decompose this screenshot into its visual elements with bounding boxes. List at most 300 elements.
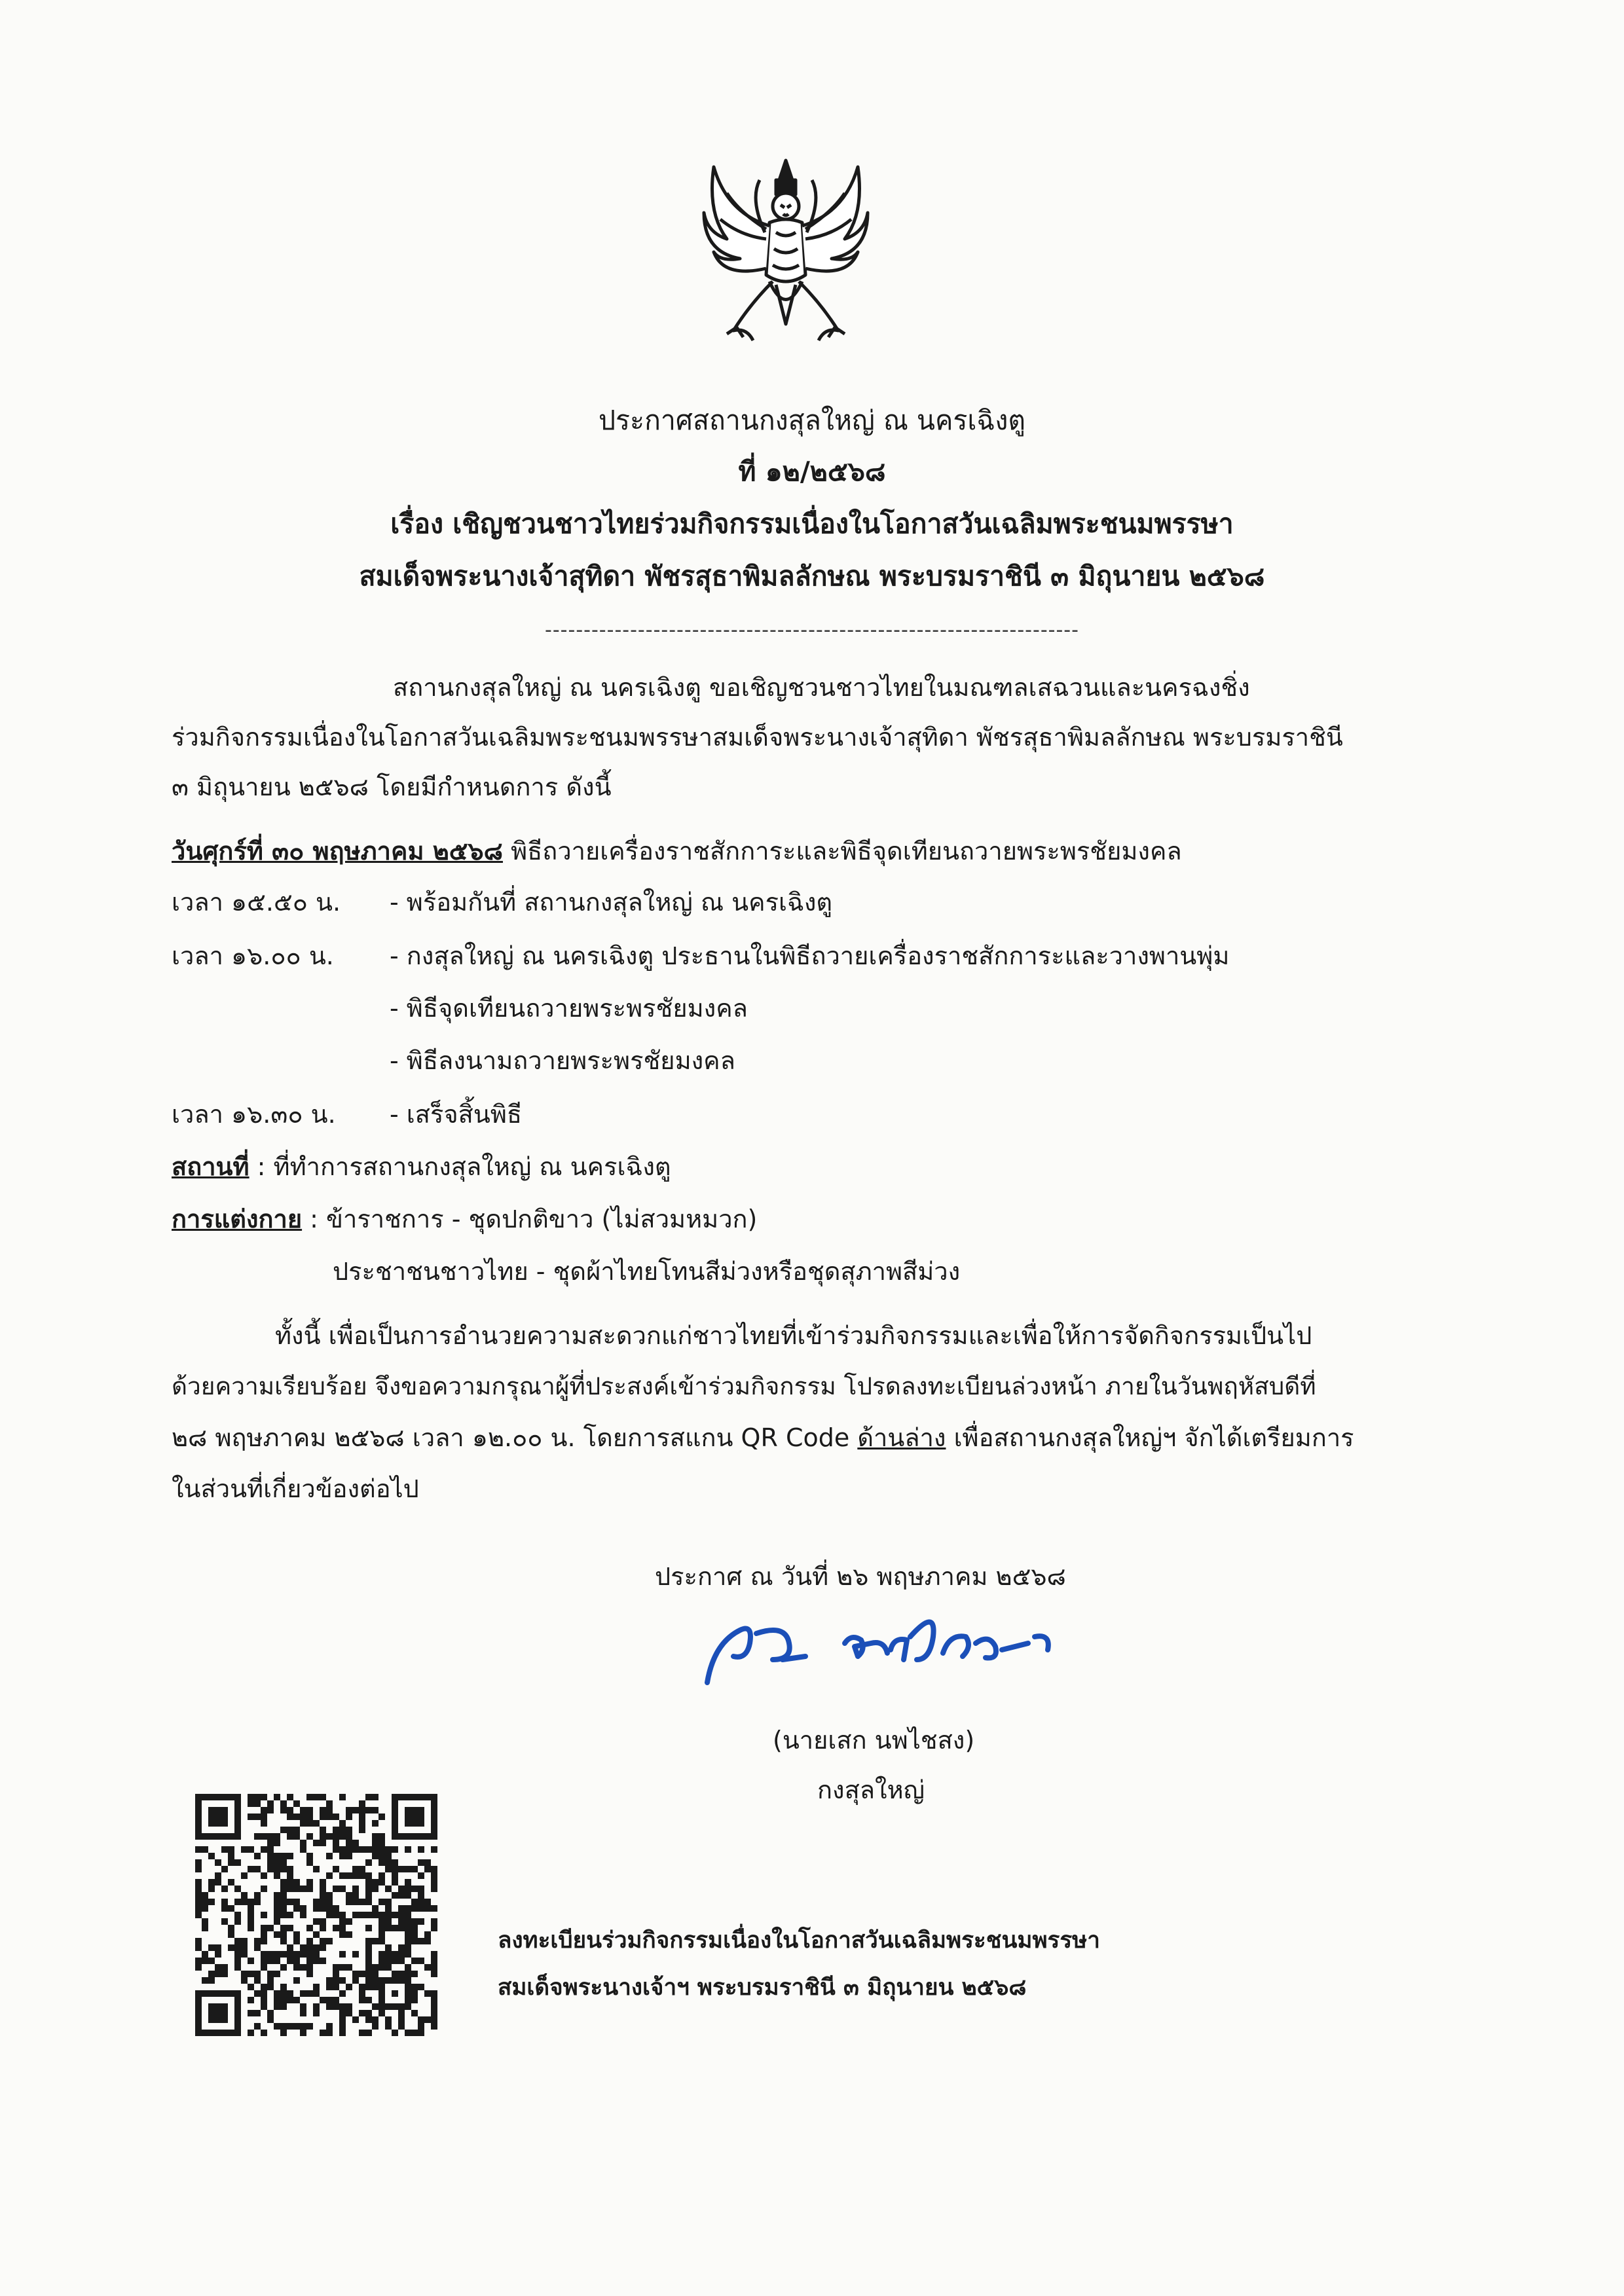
qr-module — [234, 1944, 241, 1951]
qr-module — [398, 1905, 405, 1912]
qr-module — [339, 1794, 346, 1800]
qr-module — [392, 1800, 398, 1807]
qr-module — [365, 1971, 372, 1977]
qr-module — [418, 1846, 424, 1853]
qr-module — [234, 1997, 241, 2003]
qr-module — [261, 1997, 267, 2003]
qr-module — [234, 1899, 241, 1905]
qr-module — [411, 1984, 418, 1990]
qr-module — [300, 2023, 306, 2030]
qr-module — [261, 1912, 267, 1918]
qr-module — [313, 2010, 320, 2016]
qr-module — [261, 1846, 267, 1853]
qr-module — [431, 1866, 437, 1872]
qr-module — [431, 1794, 437, 1800]
qr-module — [234, 2023, 241, 2030]
qr-module — [372, 1879, 378, 1886]
qr-module — [313, 1984, 320, 1990]
qr-module — [274, 1997, 280, 2003]
qr-module — [326, 2003, 333, 2010]
qr-module — [372, 1853, 378, 1859]
intro-line-1: สถานกงสุลใหญ่ ณ นครเฉิงตู ขอเชิญชวนชาวไทยในมณฑลเสฉวนและนครฉงชิ่ง — [393, 673, 1250, 702]
qr-module — [431, 1971, 437, 1977]
qr-module — [405, 1846, 411, 1853]
qr-module — [254, 2010, 261, 2016]
qr-module — [385, 1859, 392, 1866]
qr-module — [261, 1813, 267, 1820]
qr-module — [234, 1964, 241, 1971]
qr-module — [398, 1892, 405, 1899]
qr-module — [300, 1807, 306, 1813]
qr-module — [378, 1859, 385, 1866]
qr-module — [392, 1807, 398, 1813]
qr-module — [195, 1833, 202, 1840]
qr-module — [405, 1925, 411, 1931]
qr-module — [306, 1938, 313, 1944]
qr-module — [372, 1971, 378, 1977]
qr-module — [339, 1977, 346, 1984]
qr-module — [274, 1840, 280, 1846]
qr-module — [339, 2016, 346, 2023]
qr-module — [418, 1820, 424, 1827]
qr-module — [228, 1990, 234, 1997]
qr-module — [274, 1866, 280, 1872]
qr-module — [378, 2003, 385, 2010]
qr-module — [274, 1951, 280, 1958]
qr-module — [274, 1794, 280, 1800]
qr-module — [215, 1872, 221, 1879]
qr-module — [326, 1977, 333, 1984]
qr-module — [320, 1840, 326, 1846]
qr-module — [372, 1977, 378, 1984]
schedule-time-2: เวลา ๑๖.๐๐ น. — [172, 941, 334, 970]
qr-module — [431, 1820, 437, 1827]
qr-module — [411, 2010, 418, 2016]
qr-module — [365, 1997, 372, 2003]
qr-module — [254, 1892, 261, 1899]
qr-module — [202, 1794, 208, 1800]
qr-module — [254, 2023, 261, 2030]
qr-module — [306, 1964, 313, 1971]
schedule-date-row — [172, 833, 1182, 869]
qr-module — [261, 1931, 267, 1938]
qr-module — [392, 1794, 398, 1800]
qr-module — [208, 1807, 215, 1813]
qr-module — [293, 1899, 300, 1905]
qr-module — [221, 1833, 228, 1840]
qr-module — [228, 1931, 234, 1938]
qr-module — [313, 1840, 320, 1846]
qr-module — [274, 1971, 280, 1977]
qr-module — [320, 1925, 326, 1931]
qr-module — [215, 2016, 221, 2023]
qr-module — [392, 1892, 398, 1899]
qr-module — [418, 1859, 424, 1866]
qr-module — [346, 1964, 352, 1971]
qr-module — [352, 1846, 359, 1853]
qr-module — [320, 1833, 326, 1840]
qr-module — [215, 1990, 221, 1997]
qr-module — [378, 1931, 385, 1938]
qr-module — [261, 1958, 267, 1964]
qr-module — [320, 1886, 326, 1892]
qr-module — [339, 2030, 346, 2036]
qr-module — [405, 1892, 411, 1899]
qr-module — [267, 1925, 274, 1931]
qr-module — [385, 1951, 392, 1958]
qr-module — [202, 1892, 208, 1899]
qr-module — [306, 1958, 313, 1964]
qr-module — [248, 1984, 254, 1990]
qr-module — [215, 1951, 221, 1958]
closing-line-3-b: เพื่อสถานกงสุลใหญ่ฯ จักได้เตรียมการ — [946, 1423, 1354, 1452]
qr-module — [254, 1800, 261, 1807]
qr-module — [228, 1879, 234, 1886]
qr-module — [215, 1971, 221, 1977]
qr-module — [287, 1872, 293, 1879]
qr-module — [398, 1944, 405, 1951]
qr-module — [293, 1827, 300, 1833]
qr-module — [280, 1938, 287, 1944]
qr-module — [228, 1794, 234, 1800]
qr-module — [234, 1990, 241, 1997]
qr-module — [261, 1794, 267, 1800]
qr-module — [287, 1899, 293, 1905]
qr-module — [431, 1827, 437, 1833]
schedule-text-2: - กงสุลใหญ่ ณ นครเฉิงตู ประธานในพิธีถวายเครื่องราชสักการะและวางพานพุ่ม — [390, 941, 1230, 970]
qr-module — [359, 1971, 365, 1977]
qr-module — [365, 1984, 372, 1990]
qr-module — [234, 2030, 241, 2036]
qr-module — [378, 1813, 385, 1820]
signatory-name: (นายเสก นพไชสง) — [773, 1726, 975, 1755]
qr-module — [431, 2023, 437, 2030]
qr-module — [293, 1833, 300, 1840]
qr-module — [405, 1938, 411, 1944]
dress-label: การแต่งกาย — [172, 1205, 303, 1233]
qr-module — [365, 1872, 372, 1879]
qr-module — [365, 1951, 372, 1958]
qr-module — [352, 1971, 359, 1977]
qr-module — [293, 1886, 300, 1892]
qr-module — [352, 2016, 359, 2023]
qr-module — [274, 1990, 280, 1997]
qr-module — [424, 1794, 431, 1800]
qr-module — [339, 2003, 346, 2010]
qr-module — [208, 2016, 215, 2023]
qr-module — [392, 1859, 398, 1866]
qr-module — [431, 1964, 437, 1971]
qr-module — [234, 1859, 241, 1866]
qr-module — [293, 1938, 300, 1944]
qr-module — [378, 2010, 385, 2016]
qr-module — [313, 1820, 320, 1827]
qr-module — [280, 1899, 287, 1905]
qr-module — [418, 2023, 424, 2030]
announcement-title: ประกาศสถานกงสุลใหญ่ ณ นครเฉิงตู — [599, 405, 1025, 436]
qr-module — [346, 1827, 352, 1833]
qr-module — [385, 1964, 392, 1971]
qr-module — [320, 1958, 326, 1964]
qr-module — [333, 2003, 339, 2010]
qr-module — [398, 1886, 405, 1892]
qr-module — [326, 2023, 333, 2030]
qr-module — [333, 1971, 339, 1977]
qr-module — [195, 1794, 202, 1800]
qr-module — [359, 1820, 365, 1827]
qr-module — [339, 1931, 346, 1938]
qr-module — [195, 1899, 202, 1905]
qr-module — [365, 1892, 372, 1899]
qr-module — [378, 1912, 385, 1918]
qr-module — [293, 1931, 300, 1938]
qr-module — [215, 1813, 221, 1820]
qr-module — [405, 1984, 411, 1990]
qr-module — [411, 1905, 418, 1912]
qr-module — [418, 1958, 424, 1964]
qr-module — [424, 1859, 431, 1866]
qr-module — [333, 1984, 339, 1990]
intro-line-2: ร่วมกิจกรรมเนื่องในโอกาสวันเฉลิมพระชนมพรรษาสมเด็จพระนางเจ้าสุทิดา พัชรสุธาพิมลลักษณ พระบรมราชินี — [172, 723, 1343, 752]
qr-module — [385, 1853, 392, 1859]
qr-module — [248, 1905, 254, 1912]
qr-module — [372, 1846, 378, 1853]
qr-module — [326, 1899, 333, 1905]
qr-module — [365, 2016, 372, 2023]
qr-module — [405, 1820, 411, 1827]
qr-module — [261, 1807, 267, 1813]
qr-module — [208, 1853, 215, 1859]
qr-module — [405, 1813, 411, 1820]
qr-module — [241, 1971, 248, 1977]
qr-module — [431, 1813, 437, 1820]
qr-module — [346, 1918, 352, 1925]
qr-module — [333, 1840, 339, 1846]
qr-module — [241, 1899, 248, 1905]
qr-module — [359, 1866, 365, 1872]
qr-module — [424, 1899, 431, 1905]
qr-module — [411, 1807, 418, 1813]
qr-module — [202, 1977, 208, 1984]
closing-line-1: ทั้งนี้ เพื่อเป็นการอำนวยความสะดวกแก่ชาวไทยที่เข้าร่วมกิจกรรมและเพื่อให้การจัดกิจกรรมเป็นไป — [275, 1321, 1312, 1350]
qr-module — [274, 1859, 280, 1866]
qr-module — [280, 1807, 287, 1813]
qr-module — [313, 1866, 320, 1872]
qr-module — [208, 2030, 215, 2036]
qr-module — [287, 1886, 293, 1892]
qr-module — [339, 1853, 346, 1859]
qr-module — [405, 1866, 411, 1872]
qr-module — [234, 2010, 241, 2016]
qr-module — [392, 1977, 398, 1984]
qr-module — [195, 2010, 202, 2016]
qr-module — [346, 1892, 352, 1899]
qr-module — [359, 1899, 365, 1905]
qr-module — [280, 1912, 287, 1918]
qr-module — [248, 1971, 254, 1977]
qr-module — [359, 1827, 365, 1833]
schedule-time-1: เวลา ๑๕.๕๐ น. — [172, 888, 341, 917]
qr-module — [195, 1892, 202, 1899]
qr-module — [208, 2003, 215, 2010]
qr-module — [333, 1886, 339, 1892]
qr-module — [405, 1990, 411, 1997]
qr-module — [418, 1886, 424, 1892]
qr-module — [392, 1879, 398, 1886]
qr-module — [202, 2030, 208, 2036]
qr-module — [424, 1938, 431, 1944]
qr-caption-line-1: ลงทะเบียนร่วมกิจกรรมเนื่องในโอกาสวันเฉลิมพระชนมพรรษา — [498, 1927, 1100, 1954]
schedule-text-3: - พิธีจุดเทียนถวายพระพรชัยมงคล — [390, 994, 748, 1023]
qr-module — [411, 1899, 418, 1905]
qr-module — [221, 1794, 228, 1800]
qr-module — [280, 1964, 287, 1971]
qr-module — [339, 1918, 346, 1925]
qr-module — [392, 1990, 398, 1997]
qr-module — [352, 1977, 359, 1984]
signatory-position: กงสุลใหญ่ — [817, 1776, 925, 1804]
qr-module — [326, 1813, 333, 1820]
qr-module — [195, 1820, 202, 1827]
subject-line-1: เรื่อง เชิญชวนชาวไทยร่วมกิจกรรมเนื่องในโอกาสวันเฉลิมพระชนมพรรษา — [390, 508, 1234, 539]
qr-module — [280, 2030, 287, 2036]
qr-module — [320, 1794, 326, 1800]
qr-module — [261, 1964, 267, 1971]
schedule-date-label: วันศุกร์ที่ ๓๐ พฤษภาคม ๒๕๖๘ — [172, 837, 503, 866]
qr-module — [320, 1918, 326, 1925]
qr-module — [195, 2016, 202, 2023]
qr-module — [248, 1846, 254, 1853]
qr-module — [274, 2003, 280, 2010]
qr-module — [365, 1964, 372, 1971]
qr-module — [221, 2003, 228, 2010]
closing-line-4: ในส่วนที่เกี่ยวข้องต่อไป — [172, 1474, 419, 1503]
qr-module — [418, 1905, 424, 1912]
qr-module — [293, 1977, 300, 1984]
qr-module — [378, 1853, 385, 1859]
qr-module — [306, 1925, 313, 1931]
qr-module — [287, 1807, 293, 1813]
qr-module — [306, 1807, 313, 1813]
qr-module — [248, 2010, 254, 2016]
qr-module — [300, 1840, 306, 1846]
qr-module — [280, 1990, 287, 1997]
qr-module — [215, 2003, 221, 2010]
qr-module — [195, 1879, 202, 1886]
qr-module — [398, 1971, 405, 1977]
qr-module — [313, 1794, 320, 1800]
qr-module — [359, 1872, 365, 1879]
qr-module — [234, 1833, 241, 1840]
qr-module — [267, 1951, 274, 1958]
qr-module — [352, 1951, 359, 1958]
qr-module — [254, 1866, 261, 1872]
qr-module — [234, 1918, 241, 1925]
qr-module — [248, 1899, 254, 1905]
qr-module — [365, 1958, 372, 1964]
qr-module — [418, 1807, 424, 1813]
qr-module — [378, 1977, 385, 1984]
qr-module — [365, 1899, 372, 1905]
qr-module — [378, 1925, 385, 1931]
schedule-time-5: เวลา ๑๖.๓๐ น. — [172, 1100, 336, 1129]
qr-module — [280, 1997, 287, 2003]
qr-module — [300, 2010, 306, 2016]
qr-module — [254, 1899, 261, 1905]
qr-module — [392, 1971, 398, 1977]
qr-module — [306, 1990, 313, 1997]
qr-module — [254, 1990, 261, 1997]
qr-module — [228, 2030, 234, 2036]
qr-module — [365, 1912, 372, 1918]
qr-module — [405, 1905, 411, 1912]
qr-module — [300, 1964, 306, 1971]
qr-module — [378, 1951, 385, 1958]
divider: --------------------------------------------------------------------- — [545, 619, 1079, 642]
qr-module — [215, 1807, 221, 1813]
qr-module — [208, 1886, 215, 1892]
qr-module — [346, 1813, 352, 1820]
closing-line-3-a: ๒๘ พฤษภาคม ๒๕๖๘ เวลา ๑๒.๐๐ น. โดยการสแกน QR Code — [172, 1423, 858, 1452]
qr-module — [313, 1951, 320, 1958]
qr-module — [300, 1944, 306, 1951]
qr-module — [306, 1944, 313, 1951]
announcement-number: ที่ ๑๒/๒๕๖๘ — [738, 456, 886, 487]
qr-module — [300, 1912, 306, 1918]
schedule-date-desc: พิธีถวายเครื่องราชสักการะและพิธีจุดเทียนถวายพระพรชัยมงคล — [511, 837, 1182, 866]
qr-module — [221, 1918, 228, 1925]
qr-module — [385, 1977, 392, 1984]
qr-module — [431, 1833, 437, 1840]
qr-module — [359, 1846, 365, 1853]
qr-module — [339, 1912, 346, 1918]
qr-module — [241, 1872, 248, 1879]
qr-module — [352, 1892, 359, 1899]
qr-module — [365, 1925, 372, 1931]
qr-module — [431, 1872, 437, 1879]
closing-line-3 — [172, 1419, 1354, 1456]
qr-module — [280, 2003, 287, 2010]
qr-module — [365, 1846, 372, 1853]
qr-module — [339, 1820, 346, 1827]
qr-module — [306, 1879, 313, 1886]
qr-module — [300, 2030, 306, 2036]
registration-qr-code[interactable] — [195, 1794, 437, 2036]
qr-module — [424, 1866, 431, 1872]
qr-module — [293, 1813, 300, 1820]
qr-caption-line-2: สมเด็จพระนางเจ้าฯ พระบรมราชินี ๓ มิถุนายน ๒๕๖๘ — [498, 1975, 1027, 2001]
qr-module — [431, 1997, 437, 2003]
qr-module — [359, 1807, 365, 1813]
qr-module — [215, 1944, 221, 1951]
qr-module — [339, 2010, 346, 2016]
qr-module — [372, 2023, 378, 2030]
qr-module — [306, 1971, 313, 1977]
qr-module — [339, 1872, 346, 1879]
qr-module — [267, 1853, 274, 1859]
qr-module — [248, 1813, 254, 1820]
qr-module — [372, 1833, 378, 1840]
qr-module — [431, 2016, 437, 2023]
qr-module — [398, 2016, 405, 2023]
qr-module — [221, 1813, 228, 1820]
qr-module — [385, 1925, 392, 1931]
qr-module — [424, 1833, 431, 1840]
qr-module — [365, 1938, 372, 1944]
qr-module — [333, 1813, 339, 1820]
qr-module — [398, 2023, 405, 2030]
qr-module — [385, 1866, 392, 1872]
